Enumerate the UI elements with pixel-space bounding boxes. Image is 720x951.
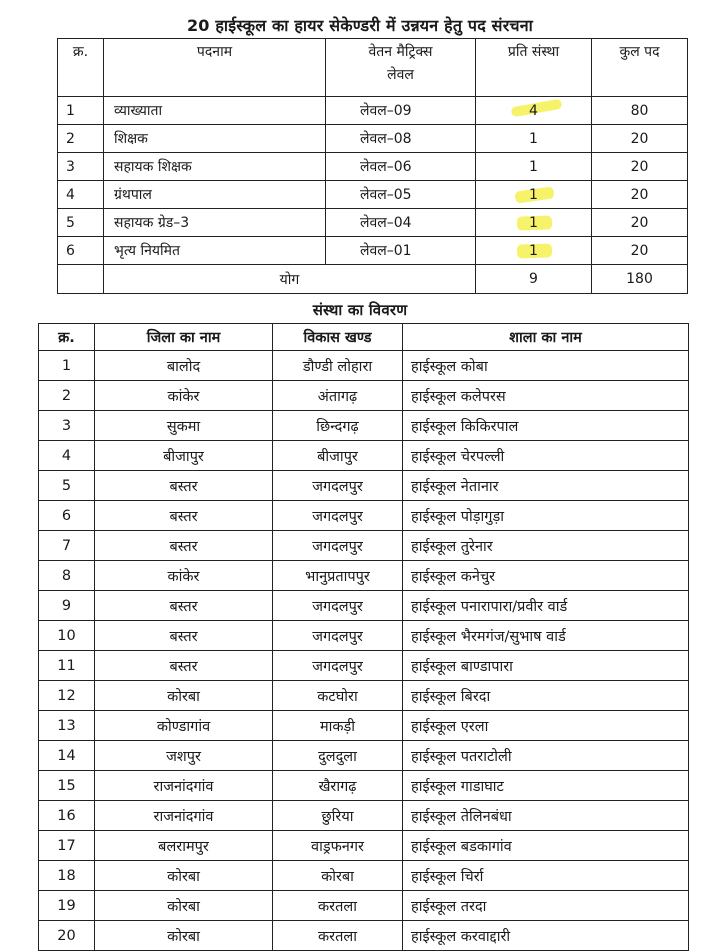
table-header-row [39, 324, 689, 351]
cell-school: हाईस्कूल किकिरपाल [403, 411, 689, 441]
cell-sn: 4 [58, 181, 104, 209]
cell-per-institution: 1 [476, 153, 592, 181]
table-row [39, 471, 689, 501]
cell-block: वाड्रफनगर [273, 831, 403, 861]
cell-school: हाईस्कूल करवाद्दारी [403, 921, 689, 951]
cell-total: 80 [592, 97, 688, 125]
cell-school: हाईस्कूल चिर्रा [403, 861, 689, 891]
cell-block: भानुप्रतापपुर [273, 561, 403, 591]
cell-district: कोरबा [95, 921, 273, 951]
cell-sn: 13 [39, 711, 95, 741]
institution-details-table [38, 323, 689, 951]
cell-block: जगदलपुर [273, 651, 403, 681]
cell-school: हाईस्कूल पतराटोली [403, 741, 689, 771]
table-row [39, 621, 689, 651]
cell-block: कटघोरा [273, 681, 403, 711]
table-row [39, 831, 689, 861]
cell-district: कांकेर [95, 381, 273, 411]
cell-sn: 4 [39, 441, 95, 471]
total-posts: 180 [592, 265, 688, 294]
cell-school: हाईस्कूल चेरपल्ली [403, 441, 689, 471]
cell-district: कांकेर [95, 561, 273, 591]
cell-district: कोरबा [95, 861, 273, 891]
cell-block: जगदलपुर [273, 471, 403, 501]
header-district: जिला का नाम [95, 324, 273, 351]
cell-district: राजनांदगांव [95, 801, 273, 831]
cell-total: 20 [592, 125, 688, 153]
cell-sn: 19 [39, 891, 95, 921]
cell-district: बस्तर [95, 651, 273, 681]
header-level-line1: वेतन मैट्रिक्स [368, 44, 433, 60]
cell-sn: 2 [39, 381, 95, 411]
highlighted-value: 1 [523, 243, 544, 259]
highlighted-value: 1 [523, 187, 544, 203]
cell-block: छुरिया [273, 801, 403, 831]
cell-sn: 1 [39, 351, 95, 381]
table-row [39, 711, 689, 741]
cell-sn: 6 [39, 501, 95, 531]
cell-school: हाईस्कूल कलेपरस [403, 381, 689, 411]
cell-level: लेवल–09 [326, 97, 476, 125]
highlighted-value: 1 [523, 215, 544, 231]
cell-sn: 8 [39, 561, 95, 591]
cell-per-institution [476, 237, 592, 265]
table-row [39, 441, 689, 471]
cell-empty [58, 265, 104, 294]
total-label: योग [104, 265, 476, 294]
cell-block: खैरागढ़ [273, 771, 403, 801]
cell-post: भृत्य नियमित [104, 237, 326, 265]
cell-sn: 18 [39, 861, 95, 891]
cell-sn: 3 [39, 411, 95, 441]
cell-school: हाईस्कूल बाण्डापारा [403, 651, 689, 681]
cell-per-institution [476, 209, 592, 237]
table-row [39, 531, 689, 561]
cell-sn: 6 [58, 237, 104, 265]
cell-school: हाईस्कूल तरदा [403, 891, 689, 921]
cell-level: लेवल–05 [326, 181, 476, 209]
table-row [58, 209, 688, 237]
header-sn: क्र. [58, 39, 104, 97]
cell-sn: 3 [58, 153, 104, 181]
header-sn: क्र. [39, 324, 95, 351]
cell-district: बस्तर [95, 531, 273, 561]
cell-district: राजनांदगांव [95, 771, 273, 801]
table-row [39, 861, 689, 891]
cell-school: हाईस्कूल गाडाघाट [403, 771, 689, 801]
cell-school: हाईस्कूल कोबा [403, 351, 689, 381]
cell-block: करतला [273, 891, 403, 921]
cell-block: जगदलपुर [273, 501, 403, 531]
cell-block: कोरबा [273, 861, 403, 891]
cell-district: जशपुर [95, 741, 273, 771]
cell-district: बस्तर [95, 501, 273, 531]
header-total-posts: कुल पद [592, 39, 688, 97]
cell-school: हाईस्कूल कनेचुर [403, 561, 689, 591]
table-row [58, 125, 688, 153]
cell-sn: 5 [39, 471, 95, 501]
table-row [39, 411, 689, 441]
cell-school: हाईस्कूल एरला [403, 711, 689, 741]
cell-district: कोरबा [95, 681, 273, 711]
cell-sn: 10 [39, 621, 95, 651]
highlighted-value: 4 [523, 103, 544, 119]
table-header-row [58, 39, 688, 97]
table-row [39, 351, 689, 381]
header-level [326, 39, 476, 97]
cell-district: कोण्डागांव [95, 711, 273, 741]
table-row [58, 181, 688, 209]
cell-school: हाईस्कूल तुरेनार [403, 531, 689, 561]
table-row [39, 561, 689, 591]
cell-block: छिन्दगढ़ [273, 411, 403, 441]
table-row [39, 651, 689, 681]
cell-post: व्याख्याता [104, 97, 326, 125]
table-row [39, 921, 689, 951]
cell-level: लेवल–04 [326, 209, 476, 237]
table-row [58, 153, 688, 181]
total-per-institution: 9 [476, 265, 592, 294]
cell-sn: 16 [39, 801, 95, 831]
cell-district: बस्तर [95, 471, 273, 501]
institution-details-title: संस्था का विवरण [312, 301, 408, 319]
cell-per-institution: 1 [476, 125, 592, 153]
cell-total: 20 [592, 237, 688, 265]
post-structure-table [57, 38, 688, 294]
header-school: शाला का नाम [403, 324, 689, 351]
cell-district: बीजापुर [95, 441, 273, 471]
cell-total: 20 [592, 209, 688, 237]
cell-block: अंतागढ़ [273, 381, 403, 411]
cell-school: हाईस्कूल पोड़ागुड़ा [403, 501, 689, 531]
cell-block: जगदलपुर [273, 531, 403, 561]
cell-post: ग्रंथपाल [104, 181, 326, 209]
cell-sn: 17 [39, 831, 95, 861]
table-row [58, 237, 688, 265]
total-row [58, 265, 688, 294]
header-post: पदनाम [104, 39, 326, 97]
table-row [39, 801, 689, 831]
cell-post: सहायक शिक्षक [104, 153, 326, 181]
cell-level: लेवल–06 [326, 153, 476, 181]
table-row [39, 741, 689, 771]
header-per-institution: प्रति संस्था [476, 39, 592, 97]
cell-level: लेवल–08 [326, 125, 476, 153]
cell-level: लेवल–01 [326, 237, 476, 265]
cell-sn: 14 [39, 741, 95, 771]
cell-sn: 15 [39, 771, 95, 801]
cell-sn: 12 [39, 681, 95, 711]
table-row [39, 771, 689, 801]
cell-per-institution [476, 97, 592, 125]
cell-district: कोरबा [95, 891, 273, 921]
cell-post: शिक्षक [104, 125, 326, 153]
cell-school: हाईस्कूल नेतानार [403, 471, 689, 501]
cell-sn: 7 [39, 531, 95, 561]
cell-block: डौण्डी लोहारा [273, 351, 403, 381]
cell-post: सहायक ग्रेड–3 [104, 209, 326, 237]
cell-district: बलरामपुर [95, 831, 273, 861]
document-title: 20 हाईस्कूल का हायर सेकेण्डरी में उन्नयन हेतु पद संरचना [186, 16, 534, 35]
cell-school: हाईस्कूल भैरमगंज/सुभाष वार्ड [403, 621, 689, 651]
cell-total: 20 [592, 153, 688, 181]
table-row [39, 381, 689, 411]
cell-block: करतला [273, 921, 403, 951]
cell-district: बस्तर [95, 591, 273, 621]
cell-block: माकड़ी [273, 711, 403, 741]
cell-school: हाईस्कूल बडकागांव [403, 831, 689, 861]
table-row [39, 681, 689, 711]
table-row [58, 97, 688, 125]
cell-sn: 5 [58, 209, 104, 237]
table-row [39, 891, 689, 921]
cell-block: दुलदुला [273, 741, 403, 771]
table-row [39, 501, 689, 531]
cell-sn: 9 [39, 591, 95, 621]
cell-district: बालोद [95, 351, 273, 381]
header-block: विकास खण्ड [273, 324, 403, 351]
cell-district: सुकमा [95, 411, 273, 441]
cell-school: हाईस्कूल तेलिनबंधा [403, 801, 689, 831]
cell-sn: 20 [39, 921, 95, 951]
cell-district: बस्तर [95, 621, 273, 651]
cell-sn: 1 [58, 97, 104, 125]
cell-block: जगदलपुर [273, 621, 403, 651]
cell-school: हाईस्कूल पनारापारा/प्रवीर वार्ड [403, 591, 689, 621]
table-row [39, 591, 689, 621]
cell-block: जगदलपुर [273, 591, 403, 621]
cell-total: 20 [592, 181, 688, 209]
cell-block: बीजापुर [273, 441, 403, 471]
header-level-line2: लेवल [387, 67, 414, 83]
cell-school: हाईस्कूल बिरदा [403, 681, 689, 711]
cell-per-institution [476, 181, 592, 209]
cell-sn: 11 [39, 651, 95, 681]
cell-sn: 2 [58, 125, 104, 153]
